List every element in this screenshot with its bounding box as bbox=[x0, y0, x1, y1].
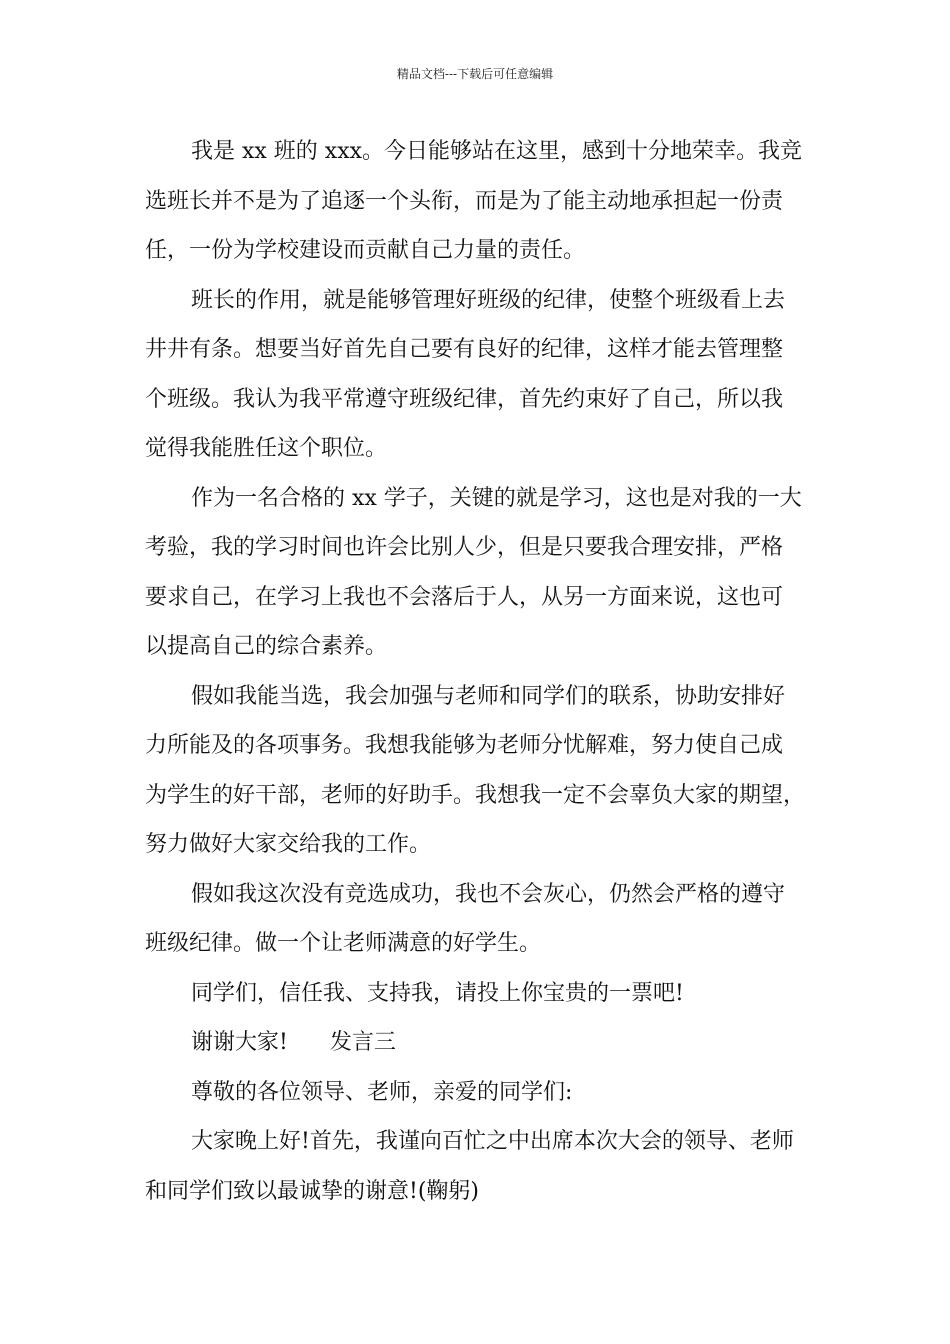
text-line: 班长的作用，就是能够管理好班级的纪律，使整个班级看上去 bbox=[191, 287, 786, 313]
text-line: 尊敬的各位领导、老师，亲爱的同学们: bbox=[191, 1079, 573, 1105]
text-line: 和同学们致以最诚挚的谢意!(鞠躬) bbox=[145, 1178, 480, 1204]
text-line: 考验，我的学习时间也许会比别人少，但是只要我合理安排，严格 bbox=[145, 535, 784, 560]
page-header: 精品文档---下载后可任意编辑 bbox=[396, 67, 554, 81]
text-line: 同学们，信任我、支持我，请投上你宝贵的一票吧! bbox=[191, 980, 684, 1006]
text-line: 个班级。我认为我平常遵守班级纪律，首先约束好了自己，所以我 bbox=[145, 386, 784, 412]
text-line: 班级纪律。做一个让老师满意的好学生。 bbox=[145, 931, 542, 956]
text-line: 作为一名合格的 xx 学子，关键的就是学习，这也是对我的一大 bbox=[191, 485, 802, 511]
document-body bbox=[145, 127, 825, 1216]
thanks-line bbox=[145, 1018, 825, 1068]
text-line: 努力做好大家交给我的工作。 bbox=[145, 832, 432, 857]
thanks-text: 谢谢大家! bbox=[191, 1030, 288, 1055]
text-line: 假如我这次没有竞选成功，我也不会灰心，仍然会严格的遵守 bbox=[191, 881, 786, 907]
text-line: 假如我能当选，我会加强与老师和同学们的联系，协助安排好 bbox=[191, 683, 786, 709]
text-line: 任，一份为学校建设而贡献自己力量的责任。 bbox=[145, 238, 586, 263]
text-line: 以提高自己的综合素养。 bbox=[145, 634, 388, 659]
section-label: 发言三 bbox=[329, 1030, 396, 1055]
text-line: 觉得我能胜任这个职位。 bbox=[145, 436, 388, 461]
text-line: 为学生的好干部，老师的好助手。我想我一定不会辜负大家的期望， bbox=[145, 782, 806, 808]
text-line: 我是 xx 班的 xxx。今日能够站在这里，感到十分地荣幸。我竞 bbox=[191, 139, 803, 164]
text-line: 力所能及的各项事务。我想我能够为老师分忧解难，努力使自己成 bbox=[145, 733, 784, 758]
text-line: 选班长并不是为了追逐一个头衔，而是为了能主动地承担起一份责 bbox=[145, 188, 784, 214]
text-line: 要求自己，在学习上我也不会落后于人，从另一方面来说，这也可 bbox=[145, 584, 784, 610]
text-line: 井井有条。想要当好首先自己要有良好的纪律，这样才能去管理整 bbox=[145, 337, 784, 362]
text-line: 大家晚上好!首先，我谨向百忙之中出席本次大会的领导、老师 bbox=[191, 1129, 794, 1154]
